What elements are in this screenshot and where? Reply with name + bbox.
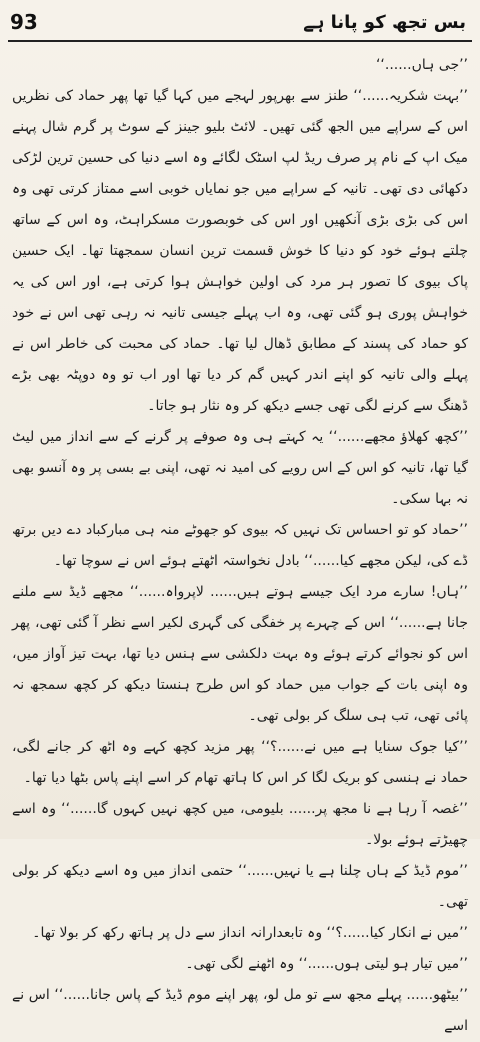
paragraph: ’’بیٹھو...... پہلے مجھ سے تو مل لو، پھر اپنے موم ڈیڈ کے پاس جانا......‘‘ اس نے اسے [12, 987, 468, 1034]
paragraph: ’’میں تیار ہو لیتی ہوں......‘‘ وہ اٹھنے لگی تھی۔ [185, 956, 468, 972]
paragraph: ’’حماد کو تو احساس تک نہیں کہ بیوی کو جھوٹے منہ ہی مبارکباد دے دیں برتھ ڈے کی، لیکن مجھے کیا......‘‘ بادل نخواستہ اٹھتے ہوئے اس نے سوچا تھا۔ [12, 522, 468, 569]
paragraph: ’’ہاں! سارے مرد ایک جیسے ہوتے ہیں...... لاپرواہ......‘‘ مجھے ڈیڈ سے ملنے جانا ہے......‘‘ اس کے چہرے پر خفگی کی گہری لکیر اسے نظر آ گئی تھی، پھر اس کو نجوائے کرتے ہوئے وہ بہت دلکشی سے ہنس دیا تھا، بہت تیز آواز میں، وہ اپنی بات کے جواب میں حماد کو اس طرح ہنستا دیکھ کر کچھ سمجھ نہ پائی تھی، تب ہی سلگ کر بولی تھی۔ [12, 584, 468, 724]
page-number: 93 [10, 10, 38, 34]
paragraph: ’’کیا جوک سنایا ہے میں نے......؟‘‘ پھر مزید کچھ کہے وہ اٹھ کر جانے لگی، حماد نے ہنسی کو بریک لگا کر اس کا ہاتھ تھام کر اسے اپنے پاس بٹھا دیا تھا۔ [12, 739, 468, 786]
paragraph: ’’بہت شکریہ......‘‘ طنز سے بھرپور لہجے میں کہا گیا تھا پھر حماد کی نظریں اس کے سراپے میں الجھ گئی تھیں۔ لائٹ بلیو جینز کے سوٹ پر گرم شال پہنے میک اپ کے نام پر صرف ریڈ لپ اسٹک لگائے وہ اسے دنیا کی حسین ترین لڑکی دکھائی دی تھی۔ تانیہ کے سراپے میں جو نمایاں خوبی اسے ممتاز کرتی تھی وہ اس کی بڑی بڑی آنکھیں اور اس کی خوبصورت مسکراہٹ، وہ اس کے ساتھ چلتے ہوئے خود کو دنیا کا خوش قسمت ترین انسان سمجھتا تھا۔ ایک حسین پاک بیوی کا تصور ہر مرد کی اولین خواہش ہوا کرتی ہے، اور اس کی یہ خواہش پوری ہو گئی تھی، وہ اب پہلے جیسی تانیہ نہ رہی تھی اس نے خود کو حماد کی پسند کے مطابق ڈھال لیا تھا۔ حماد کی محبت کی خاطر اس نے پہلے والی تانیہ کو اپنے اندر کہیں گم کر دیا تھا اور اب تو وہ دوپٹہ بھی بڑے ڈھنگ سے کرنے لگی تھی جسے دیکھ کر وہ نثار ہو جاتا۔ [12, 88, 468, 414]
paragraph: ’’میں نے انکار کیا......؟‘‘ وہ تابعدارانہ انداز سے دل پر ہاتھ رکھ کر بولا تھا۔ [32, 925, 468, 941]
page-header [0, 0, 480, 40]
paragraph: ’’موم ڈیڈ کے ہاں چلنا ہے یا نہیں......‘‘ حتمی انداز میں وہ اسے دیکھ کر بولی تھی۔ [12, 863, 468, 910]
paragraph: ’’غصہ آ رہا ہے نا مجھ پر...... بلیومی، میں کچھ نہیں کہوں گا......‘‘ وہ اسے چھیڑتے ہوئے بولا۔ [12, 801, 468, 848]
paragraph: ’’جی ہاں......‘‘ [375, 57, 468, 73]
running-title: بس تجھ کو پانا ہے [303, 12, 466, 33]
story-text [12, 50, 468, 1034]
paragraph: ’’کچھ کھلاؤ مجھے......‘‘ یہ کہتے ہی وہ صوفے پر گرنے کے سے انداز میں لیٹ گیا تھا، تانیہ کو اس کے اس رویے کی امید نہ تھی، اپنی بے بسی پر وہ آنسو بھی نہ بہا سکی۔ [12, 429, 468, 507]
header-divider [8, 40, 472, 42]
